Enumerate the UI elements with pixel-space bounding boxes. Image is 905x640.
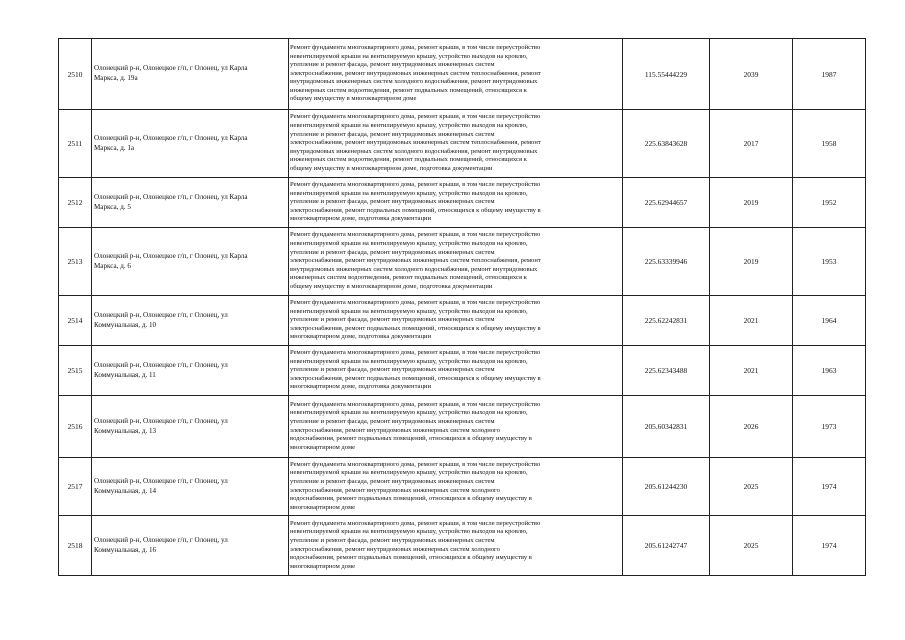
works-line: Ремонт фундамента многоквартирного дома, ремонт крыши, в том числе переустройство [290, 43, 541, 51]
address-cell [92, 296, 289, 346]
address-line: Маркса, д. 6 [94, 261, 131, 270]
works-line: внутридомовых инженерных систем холодного водоснабжения, ремонт внутридомовых [290, 265, 538, 273]
row-number-cell: 2512 [59, 178, 92, 228]
address-line: Маркса, д. 1а [94, 143, 135, 152]
works-description-cell [289, 296, 623, 346]
address-cell [92, 516, 289, 576]
construction-year-cell: 1963 [793, 346, 866, 396]
works-description-cell [289, 346, 623, 396]
construction-year-cell: 1974 [793, 516, 866, 576]
works-line: электроснабжения, ремонт внутридомовых инженерных систем теплоснабжения, ремонт [290, 257, 541, 265]
address-cell [92, 178, 289, 228]
row-number-cell: 2510 [59, 39, 92, 110]
works-line: Ремонт фундамента многоквартирного дома, ремонт крыши, в том числе переустройство [290, 181, 541, 189]
works-line: утепление и ремонт фасада, ремонт внутридомовых инженерных систем [290, 198, 495, 206]
works-line: невентилируемой крыши на вентилируемую крышу, устройство выходов на кровлю, [290, 189, 528, 197]
works-line: электроснабжения, ремонт внутридомовых инженерных систем холодного [290, 486, 500, 494]
address-cell [92, 228, 289, 296]
row-number-cell: 2518 [59, 516, 92, 576]
repair-year-cell: 2026 [710, 396, 793, 458]
construction-year-cell: 1953 [793, 228, 866, 296]
works-line: внутридомовых инженерных систем холодного водоснабжения, ремонт внутридомовых [290, 147, 538, 155]
table-row [59, 228, 866, 296]
construction-year-cell: 1974 [793, 458, 866, 516]
works-line: Ремонт фундамента многоквартирного дома, ремонт крыши, в том числе переустройство [290, 299, 541, 307]
repair-year-cell: 2019 [710, 228, 793, 296]
works-line: инженерных систем водоотведения, ремонт подвальных помещений, относящихся к [290, 274, 527, 282]
works-line: невентилируемой крыши на вентилируемую крышу, устройство выходов на кровлю, [290, 307, 528, 315]
repair-year-cell: 2021 [710, 346, 793, 396]
cost-cell: 225.63339946 [623, 228, 710, 296]
capital-repair-table [58, 38, 866, 576]
address-cell [92, 346, 289, 396]
repair-year-cell: 2025 [710, 516, 793, 576]
works-line: многоквартирном доме, подготовка документации [290, 333, 432, 341]
address-line: Олонецкий р-н, Олонецкое г/п, г Олонец, ул [94, 310, 228, 319]
table-row [59, 516, 866, 576]
works-description-cell [289, 228, 623, 296]
cost-cell: 225.62242831 [623, 296, 710, 346]
works-line: электроснабжения, ремонт внутридомовых инженерных систем холодного [290, 426, 500, 434]
cost-cell: 205.61242747 [623, 516, 710, 576]
address-line: Олонецкий р-н, Олонецкое г/п, г Олонец, ул Карла [94, 64, 248, 73]
works-line: утепление и ремонт фасада, ремонт внутридомовых инженерных систем [290, 536, 495, 544]
row-number-cell: 2511 [59, 110, 92, 178]
works-line: Ремонт фундамента многоквартирного дома, ремонт крыши, в том числе переустройство [290, 113, 541, 121]
works-line: общему имуществу в многоквартирном доме, подготовка документации [290, 282, 493, 290]
works-line: электроснабжения, ремонт внутридомовых инженерных систем теплоснабжения, ремонт [290, 69, 541, 77]
construction-year-cell: 1952 [793, 178, 866, 228]
address-cell [92, 110, 289, 178]
address-line: Коммунальная, д. 16 [94, 545, 157, 554]
repair-year-cell: 2017 [710, 110, 793, 178]
table-row [59, 110, 866, 178]
works-line: общему имуществу в многоквартирном доме, подготовка документации [290, 164, 493, 172]
table-row [59, 458, 866, 516]
works-line: многоквартирном доме, подготовка документации [290, 383, 432, 391]
works-line: Ремонт фундамента многоквартирного дома, ремонт крыши, в том числе переустройство [290, 231, 541, 239]
works-description-cell [289, 178, 623, 228]
row-number-cell: 2514 [59, 296, 92, 346]
address-line: Олонецкий р-н, Олонецкое г/п, г Олонец, ул [94, 476, 228, 485]
repair-year-cell: 2021 [710, 296, 793, 346]
works-description-cell [289, 39, 623, 110]
works-line: электроснабжения, ремонт внутридомовых инженерных систем теплоснабжения, ремонт [290, 139, 541, 147]
works-line: водоснабжения, ремонт подвальных помещений, относящихся к общему имуществу в [290, 495, 532, 503]
works-line: утепление и ремонт фасада, ремонт внутридомовых инженерных систем [290, 248, 495, 256]
works-line: невентилируемой крыши на вентилируемую крышу, устройство выходов на кровлю, [290, 357, 528, 365]
works-line: инженерных систем водоотведения, ремонт подвальных помещений, относящихся к [290, 86, 527, 94]
address-line: Олонецкий р-н, Олонецкое г/п, г Олонец, ул [94, 416, 228, 425]
cost-cell: 225.62343488 [623, 346, 710, 396]
repair-year-cell: 2039 [710, 39, 793, 110]
works-line: невентилируемой крыши на вентилируемую крышу, устройство выходов на кровлю, [290, 409, 528, 417]
address-line: Коммунальная, д. 14 [94, 486, 157, 495]
works-description-cell [289, 516, 623, 576]
row-number-cell: 2517 [59, 458, 92, 516]
address-line: Коммунальная, д. 10 [94, 320, 157, 329]
works-line: невентилируемой крыши на вентилируемую крышу, устройство выходов на кровлю, [290, 469, 528, 477]
works-line: общему имуществу в многоквартирном доме [290, 95, 417, 103]
works-line: электроснабжения, ремонт внутридомовых инженерных систем холодного [290, 545, 500, 553]
works-line: невентилируемой крыши на вентилируемую крышу, устройство выходов на кровлю, [290, 52, 528, 60]
table-row [59, 39, 866, 110]
construction-year-cell: 1964 [793, 296, 866, 346]
works-line: водоснабжения, ремонт подвальных помещений, относящихся к общему имуществу в [290, 435, 532, 443]
works-line: электроснабжения, ремонт подвальных помещений, относящихся к общему имуществу в [290, 374, 541, 382]
works-description-cell [289, 396, 623, 458]
works-line: невентилируемой крыши на вентилируемую крышу, устройство выходов на кровлю, [290, 528, 528, 536]
works-line: многоквартирном доме [290, 503, 356, 511]
repair-year-cell: 2019 [710, 178, 793, 228]
works-line: многоквартирном доме, подготовка документации [290, 215, 432, 223]
works-line: Ремонт фундамента многоквартирного дома, ремонт крыши, в том числе переустройство [290, 349, 541, 357]
repair-year-cell: 2025 [710, 458, 793, 516]
address-line: Маркса, д. 5 [94, 202, 131, 211]
address-line: Коммунальная, д. 11 [94, 370, 156, 379]
table-row [59, 346, 866, 396]
works-line: утепление и ремонт фасада, ремонт внутридомовых инженерных систем [290, 130, 495, 138]
works-line: Ремонт фундамента многоквартирного дома, ремонт крыши, в том числе переустройство [290, 460, 541, 468]
address-line: Олонецкий р-н, Олонецкое г/п, г Олонец, ул Карла [94, 192, 248, 201]
construction-year-cell: 1973 [793, 396, 866, 458]
address-line: Олонецкий р-н, Олонецкое г/п, г Олонец, ул [94, 360, 228, 369]
row-number-cell: 2516 [59, 396, 92, 458]
address-line: Олонецкий р-н, Олонецкое г/п, г Олонец, ул Карла [94, 251, 248, 260]
address-cell [92, 396, 289, 458]
cost-cell: 115.55444229 [623, 39, 710, 110]
construction-year-cell: 1958 [793, 110, 866, 178]
works-line: невентилируемой крыши на вентилируемую крышу, устройство выходов на кровлю, [290, 122, 528, 130]
cost-cell: 205.60342831 [623, 396, 710, 458]
cost-cell: 225.62944657 [623, 178, 710, 228]
works-line: утепление и ремонт фасада, ремонт внутридомовых инженерных систем [290, 366, 495, 374]
works-line: водоснабжения, ремонт подвальных помещений, относящихся к общему имуществу в [290, 554, 532, 562]
cost-cell: 225.63843628 [623, 110, 710, 178]
table-row [59, 178, 866, 228]
works-line: утепление и ремонт фасада, ремонт внутридомовых инженерных систем [290, 316, 495, 324]
works-line: электроснабжения, ремонт подвальных помещений, относящихся к общему имуществу в [290, 324, 541, 332]
table-row [59, 296, 866, 346]
cost-cell: 205.61244230 [623, 458, 710, 516]
works-line: многоквартирном доме [290, 443, 356, 451]
table-row [59, 396, 866, 458]
works-line: Ремонт фундамента многоквартирного дома, ремонт крыши, в том числе переустройство [290, 519, 541, 527]
works-description-cell [289, 458, 623, 516]
table-body [59, 39, 866, 576]
row-number-cell: 2513 [59, 228, 92, 296]
address-line: Маркса, д. 19а [94, 74, 138, 82]
works-line: Ремонт фундамента многоквартирного дома, ремонт крыши, в том числе переустройство [290, 400, 541, 408]
works-line: инженерных систем водоотведения, ремонт подвальных помещений, относящихся к [290, 156, 527, 164]
works-description-cell [289, 110, 623, 178]
works-line: внутридомовых инженерных систем холодного водоснабжения, ремонт внутридомовых [290, 78, 538, 86]
works-line: утепление и ремонт фасада, ремонт внутридомовых инженерных систем [290, 417, 495, 425]
works-line: утепление и ремонт фасада, ремонт внутридомовых инженерных систем [290, 477, 495, 485]
address-line: Олонецкий р-н, Олонецкое г/п, г Олонец, ул [94, 535, 228, 544]
address-cell [92, 458, 289, 516]
address-line: Олонецкий р-н, Олонецкое г/п, г Олонец, ул Карла [94, 133, 248, 142]
works-line: электроснабжения, ремонт подвальных помещений, относящихся к общему имуществу в [290, 206, 541, 214]
works-line: многоквартирном доме [290, 562, 356, 570]
construction-year-cell: 1987 [793, 39, 866, 110]
row-number-cell: 2515 [59, 346, 92, 396]
address-line: Коммунальная, д. 13 [94, 426, 157, 435]
works-line: невентилируемой крыши на вентилируемую крышу, устройство выходов на кровлю, [290, 240, 528, 248]
works-line: утепление и ремонт фасада, ремонт внутридомовых инженерных систем [290, 61, 495, 69]
address-cell [92, 39, 289, 110]
